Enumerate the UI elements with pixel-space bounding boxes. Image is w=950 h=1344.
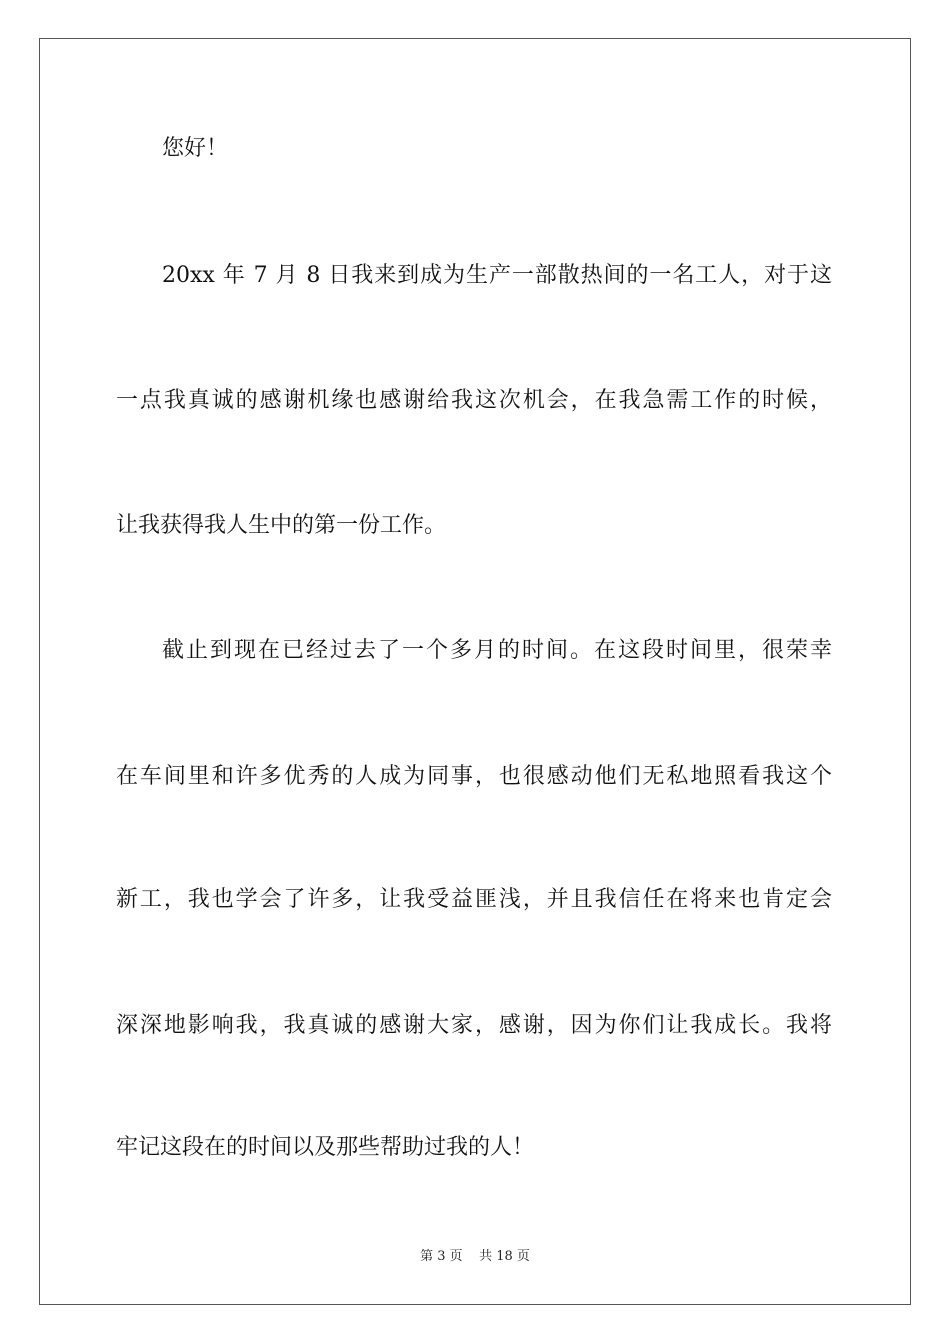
- paragraph-2-line-5: 牢记这段在的时间以及那些帮助过我的人！: [116, 1135, 535, 1160]
- paragraph-2-line-3: 新工，我也学会了许多，让我受益匪浅，并且我信任在将来也肯定会: [116, 887, 832, 912]
- paragraph-1-line-2: 一点我真诚的感谢机缘也感谢给我这次机会，在我急需工作的时候，: [116, 388, 832, 413]
- page-border: [39, 38, 911, 1305]
- paragraph-1-line-1: 20xx 年 7 月 8 日我来到成为生产一部散热间的一名工人，对于这: [162, 263, 832, 288]
- paragraph-2-line-4: 深深地影响我，我真诚的感谢大家，感谢，因为你们让我成长。我将: [116, 1013, 832, 1038]
- page-number-footer: 第 3 页 共 18 页: [420, 1249, 530, 1264]
- greeting-line: 您好！: [162, 136, 229, 161]
- paragraph-2-line-1: 截止到现在已经过去了一个多月的时间。在这段时间里，很荣幸: [162, 638, 832, 663]
- paragraph-2-line-2: 在车间里和许多优秀的人成为同事，也很感动他们无私地照看我这个: [116, 764, 832, 789]
- paragraph-1-line-3: 让我获得我人生中的第一份工作。: [116, 513, 447, 538]
